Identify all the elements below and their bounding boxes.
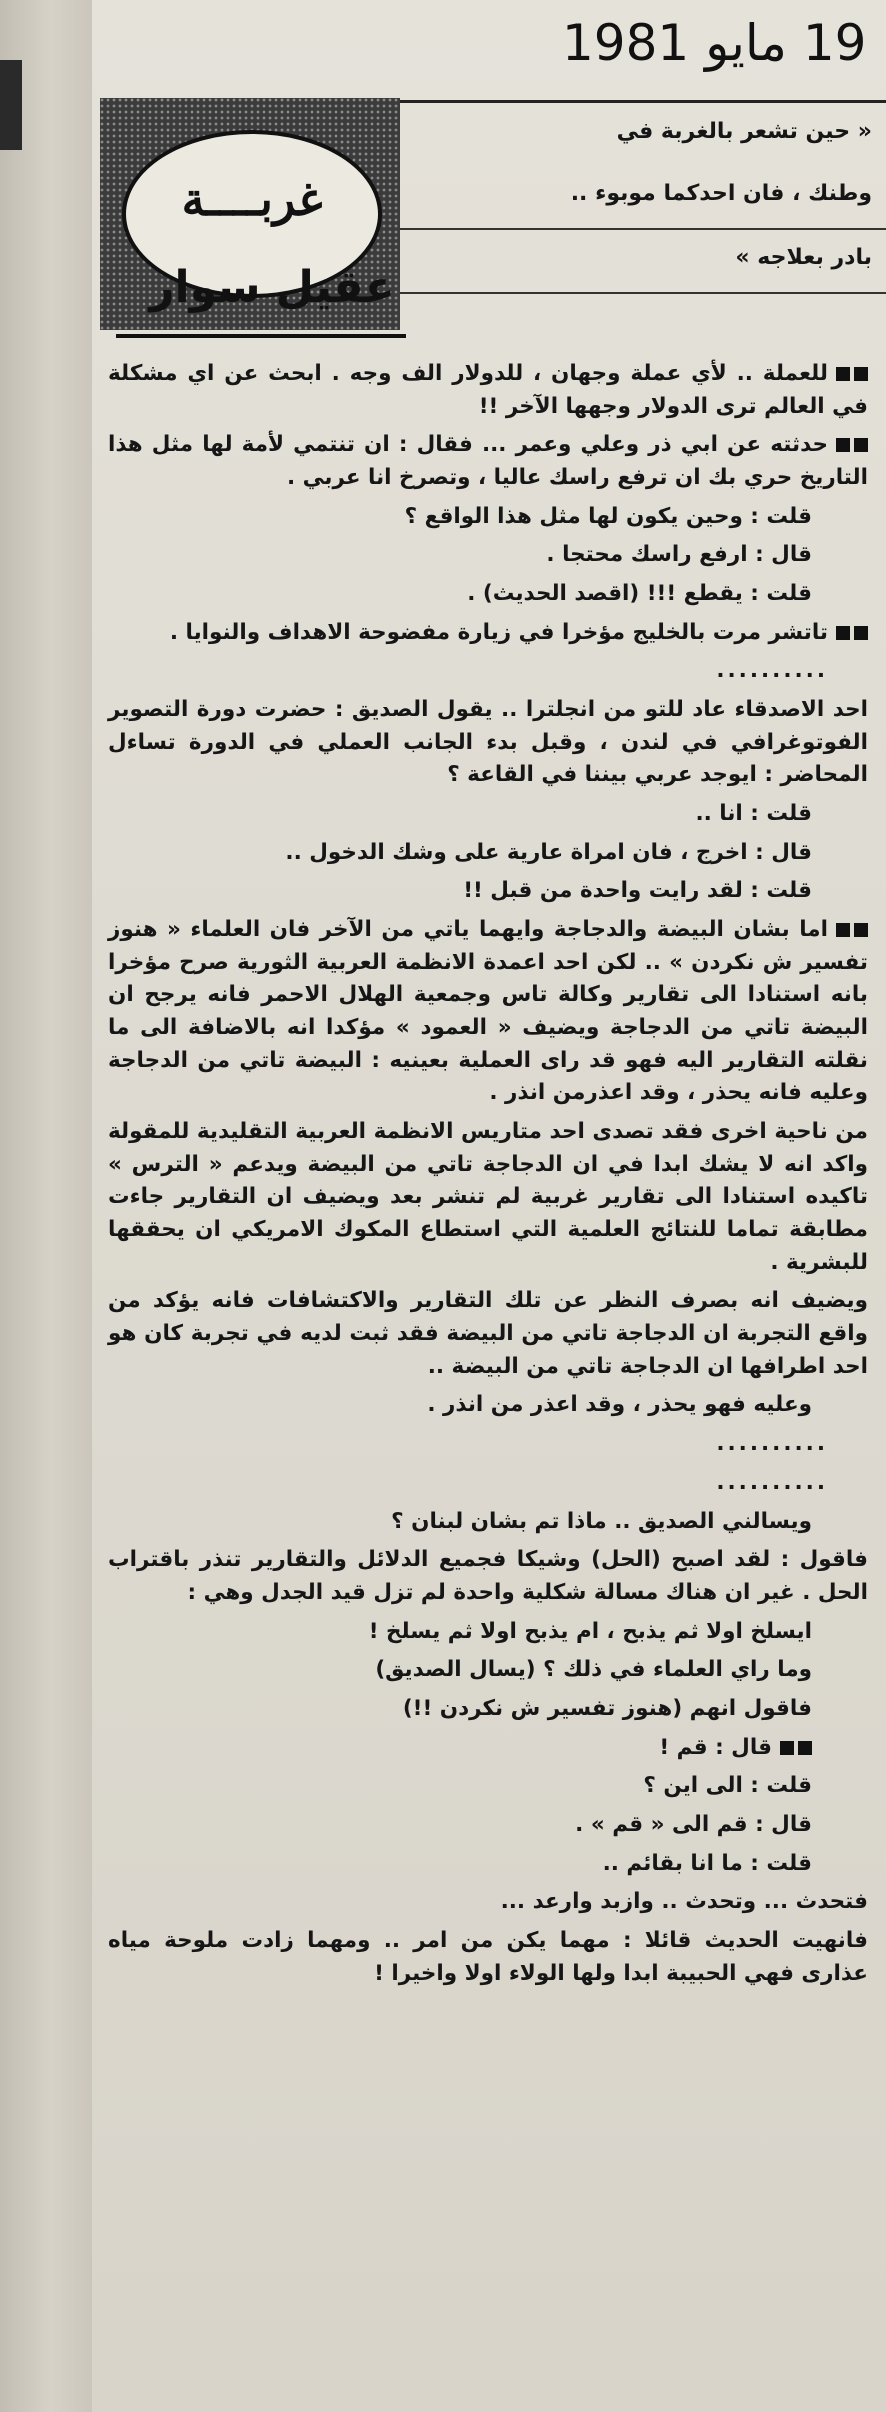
paragraph: فانهيت الحديث قائلا : مهما يكن من امر .. ومهما زادت ملوحة مياه عذارى فهي الحبيبة ابدا ولها الولاء اولا واخيرا ! — [108, 1927, 868, 1986]
paragraph: وما راي العلماء في ذلك ؟ (يسال الصديق) — [375, 1657, 812, 1683]
paragraph: فتحدث ... وتحدث .. وازبد وارعد ... — [500, 1889, 868, 1915]
paragraph: قلت : لقد رايت واحدة من قبل !! — [463, 878, 812, 904]
separator: .......... — [716, 1431, 828, 1457]
paragraph: ويضيف انه بصرف النظر عن تلك التقارير والاكتشافات فانه يؤكد من واقع التجربة ان الدجاجة تاتي من البيضة فقد ثبت لديه في تجربة كان هو احد اطرافها ان الدجاجة تاتي من البيضة .. — [108, 1288, 868, 1379]
paragraph: حدثته عن ابي ذر وعلي وعمر ... فقال : ان تنتمي لأمة لها مثل هذا التاريخ حري بك ان ترفع راسك عاليا ، وتصرخ انا عربي . — [108, 432, 868, 491]
author-name: عقيل سوار — [149, 262, 395, 313]
author-underline — [116, 334, 406, 338]
article-body — [108, 358, 868, 1996]
epigraph-line-1: « حين تشعر بالغربة في — [616, 119, 872, 144]
header-rule-top — [388, 100, 886, 103]
paragraph: قلت : الى اين ؟ — [643, 1773, 812, 1799]
paragraph: وعليه فهو يحذر ، وقد اعذر من انذر . — [427, 1392, 812, 1418]
paragraph: قال : ارفع راسك محتجا . — [546, 542, 812, 568]
paragraph: تاتشر مرت بالخليج مؤخرا في زيارة مفضوحة الاهداف والنوايا . — [108, 617, 868, 650]
edge-band — [0, 60, 22, 150]
paragraph: فاقول انهم (هنوز تفسير ش نكردن !!) — [402, 1695, 812, 1721]
paragraph: ويسالني الصديق .. ماذا تم بشان لبنان ؟ — [391, 1508, 812, 1534]
page-edge — [0, 0, 92, 2412]
paragraph: احد الاصدقاء عاد للتو من انجلترا .. يقول الصديق : حضرت دورة التصوير الفوتوغرافي في لندن ، وقبل بدء الجانب العملي في الدورة تساءل المحاضر : ايوجد عربي بيننا في القاعة ؟ — [108, 697, 868, 788]
bullet-marker — [836, 367, 868, 381]
epigraph-line-2: وطنك ، فان احدكما موبوء .. — [570, 181, 872, 206]
paragraph: فاقول : لقد اصبح (الحل) وشيكا فجميع الدلائل والتقارير تنذر باقتراب الحل . غير ان هناك مسالة شكلية واحدة لم تزل قيد الجدل وهي : — [108, 1547, 868, 1605]
epigraph-line-3: بادر بعلاجه » — [735, 245, 872, 270]
paragraph: اما بشان البيضة والدجاجة وايهما ياتي من الآخر فان العلماء « هنوز تفسير ش نكردن » .. لكن احد اعمدة الانظمة العربية الثورية صرح مؤخرا بانه استنادا الى تقارير وكالة تاس وجمعية الهلال الاحمر فانه يرجح ان البيضة تاتي من الدجاجة ويضيف « العمود » مؤكدا انه بالاضافة الى ما نقلته التقارير اليه فهو قد راى العملية بعينيه : البيضة تاتي من الدجاجة وعليه فانه يحذر ، وقد اعذرمن انذر . — [108, 917, 868, 1106]
header-rule-bottom — [388, 292, 886, 294]
paragraph: قلت : ما انا بقائم .. — [602, 1850, 812, 1876]
paragraph: قال : قم ! — [108, 1732, 868, 1765]
paragraph: قلت : وحين يكون لها مثل هذا الواقع ؟ — [404, 503, 812, 529]
bullet-marker — [836, 438, 868, 452]
bullet-marker — [780, 1741, 812, 1755]
paragraph: من ناحية اخرى فقد تصدى احد متاريس الانظمة العربية التقليدية للمقولة واكد انه لا يشك ابدا في ان الدجاجة تاتي من البيضة ويدعم « الترس » تاكيده استنادا الى تقارير غربية لم تنشر بعد ويضيف ان التقارير جاءت مطابقة تماما للنتائج العلمية التي استطاع المكوك الامريكي ان يحققها للبشرية . — [108, 1119, 868, 1275]
paragraph: ايسلخ اولا ثم يذبح ، ام يذبح اولا ثم يسلخ ! — [368, 1618, 812, 1644]
paragraph: للعملة .. لأي عملة وجهان ، للدولار الف وجه . ابحث عن اي مشكلة في العالم ترى الدولار وجهها الآخر !! — [108, 361, 868, 419]
paragraph: قلت : انا .. — [695, 801, 812, 827]
paragraph: قلت : يقطع !!! (اقصد الحديث) . — [467, 581, 812, 607]
column-title: غربــــة — [181, 172, 323, 226]
paragraph: قال : قم الى « قم » . — [575, 1811, 812, 1837]
bullet-marker — [836, 923, 868, 937]
separator: .......... — [716, 658, 828, 684]
separator: .......... — [716, 1469, 828, 1495]
handwritten-date: 19 مايو 1981 — [562, 14, 867, 72]
newspaper-clipping — [92, 0, 886, 2412]
bullet-marker — [836, 626, 868, 640]
paragraph: قال : اخرج ، فان امراة عارية على وشك الدخول .. — [285, 839, 812, 865]
header-rule-middle — [388, 228, 886, 230]
